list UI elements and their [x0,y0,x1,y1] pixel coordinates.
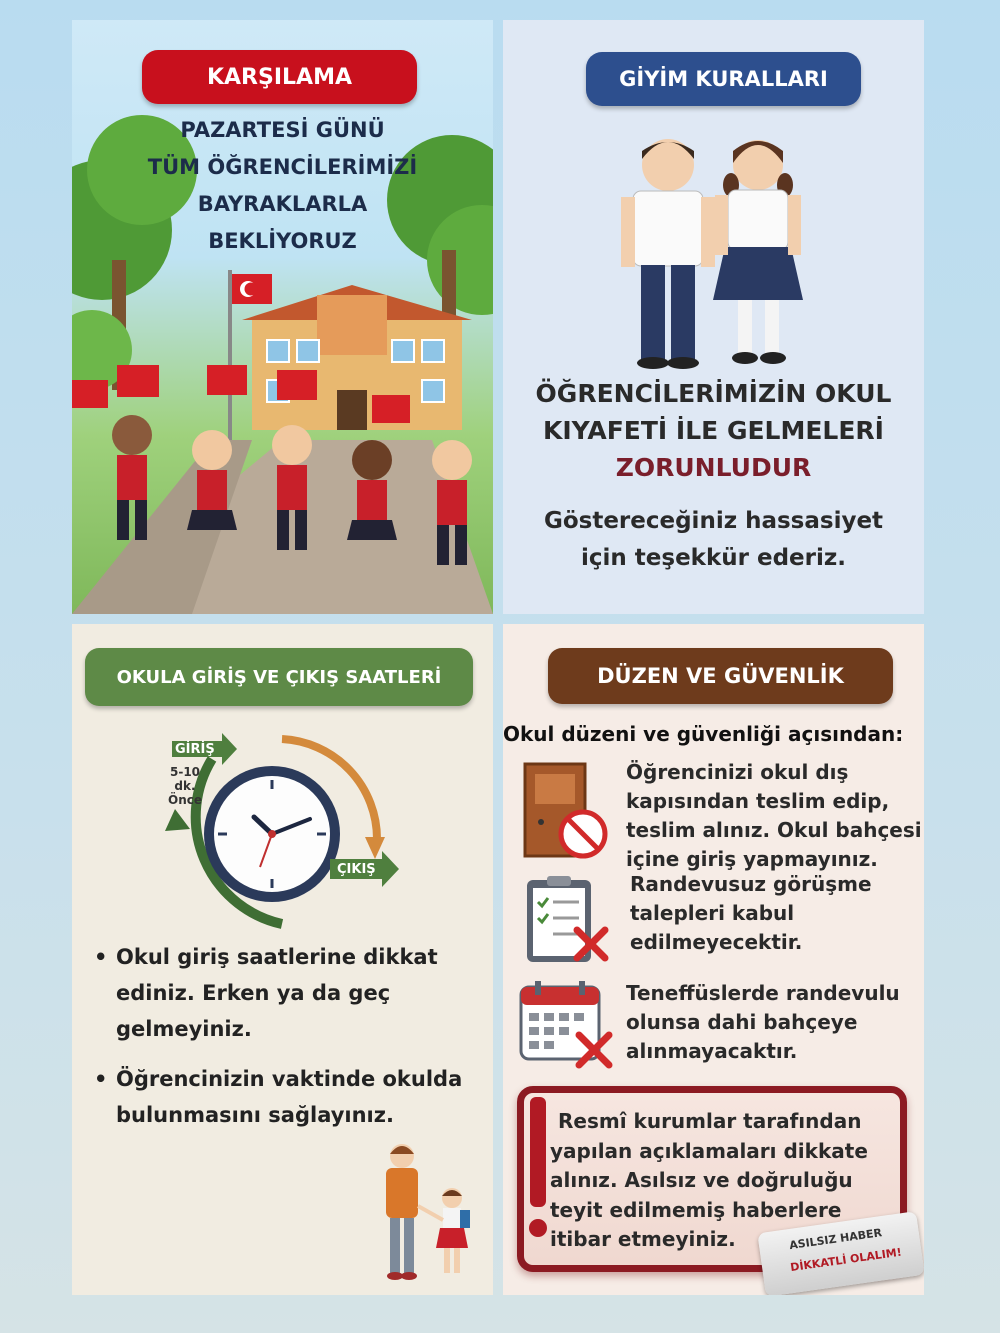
warning-line: yapılan açıklamaları dikkate [550,1138,868,1163]
dress-line-1: ÖĞRENCİLERİMİZİN OKUL [535,379,892,408]
entry-note-before: Önce [168,793,202,807]
dress-title: GİYİM KURALLARI [619,67,828,91]
parent-child-illustration [372,1136,482,1286]
welcome-line: TÜM ÖĞRENCİLERİMİZİ [147,155,418,179]
calendar-cross-icon [517,979,622,1074]
stamp-line-1: ASILSIZ HABER [788,1226,883,1253]
bullet-line: ediniz. Erken ya da geç [116,981,391,1005]
welcome-line: BEKLİYORUZ [208,229,357,253]
dress-emphasis: ZORUNLUDUR [615,453,812,482]
bullet-line: gelmeyiniz. [116,1017,252,1041]
dress-thanks-line-1: Göstereceğiniz hassasiyet [543,508,884,534]
entry-label: GİRİŞ [175,742,215,757]
rule-line: Öğrencinizi okul dış [626,760,849,784]
rule-line: talepleri kabul [630,901,795,925]
bullet-dot: • [94,945,108,969]
rule-line: teslim alınız. Okul bahçesi [626,818,922,842]
bullet-dot: • [94,1067,108,1091]
warning-line: itibar etmeyiniz. [550,1227,736,1251]
welcome-illustration [72,20,493,614]
dress-line-2: KIYAFETİ İLE GELMELERİ [542,416,884,445]
welcome-message [72,112,493,260]
welcome-line: BAYRAKLARLA [197,192,368,216]
welcome-line: PAZARTESİ GÜNÜ [180,118,385,142]
exclamation-icon [526,1097,550,1267]
rule-1-text [626,758,924,874]
rule-line: kapısından teslim edip, [626,789,890,813]
safety-title: DÜZEN VE GÜVENLİK [597,664,844,688]
dress-thanks [503,503,924,577]
entry-note [160,765,210,807]
rule-line: alınmayacaktır. [626,1039,798,1063]
safety-panel [503,624,924,1295]
entry-note-minutes: 5-10 dk. [169,765,201,793]
uniform-students-illustration [503,115,924,375]
welcome-panel [72,20,493,614]
dress-thanks-line-2: için teşekkür ederiz. [581,545,846,571]
school-hours-panel [72,624,493,1295]
dress-title-badge [586,52,861,106]
rule-line: olunsa dahi bahçeye [626,1010,858,1034]
hours-bullet-2 [94,1061,484,1133]
rule-3-text [626,979,924,1066]
safety-intro: Okul düzeni ve güvenliği açısından: [503,722,904,746]
bullet-line: Öğrencinizin vaktinde okulda [116,1067,463,1091]
warning-line: alınız. Asılsız ve doğruluğu [550,1168,853,1192]
welcome-title: KARŞILAMA [206,64,352,90]
exit-label: ÇIKIŞ [337,862,376,877]
rule-line: Teneffüslerde randevulu [626,981,900,1005]
welcome-title-badge [142,50,417,104]
hours-title: OKULA GİRİŞ VE ÇIKIŞ SAATLERİ [116,666,442,688]
rule-line: içine giriş yapmayınız. [626,847,878,871]
warning-line: teyit edilmemiş haberlere [550,1197,842,1222]
clock-icon [72,719,493,939]
bullet-line: bulunmasını sağlayınız. [116,1103,394,1127]
hours-bullet-1 [94,939,484,1047]
safety-title-badge [548,648,893,704]
hours-title-badge [85,648,473,706]
clipboard-cross-icon [521,874,621,969]
rule-line: Randevusuz görüşme [630,872,872,896]
dress-message [503,375,924,486]
rule-2-text [630,870,920,957]
rule-line: edilmeyecektir. [630,930,803,954]
stamp-line-2: DİKKATLİ OLALIM! [789,1245,903,1275]
dress-code-panel [503,20,924,614]
bullet-line: Okul giriş saatlerine dikkat [116,945,438,969]
warning-line: Resmî kurumlar tarafından [558,1109,862,1133]
door-no-entry-icon [521,762,611,862]
